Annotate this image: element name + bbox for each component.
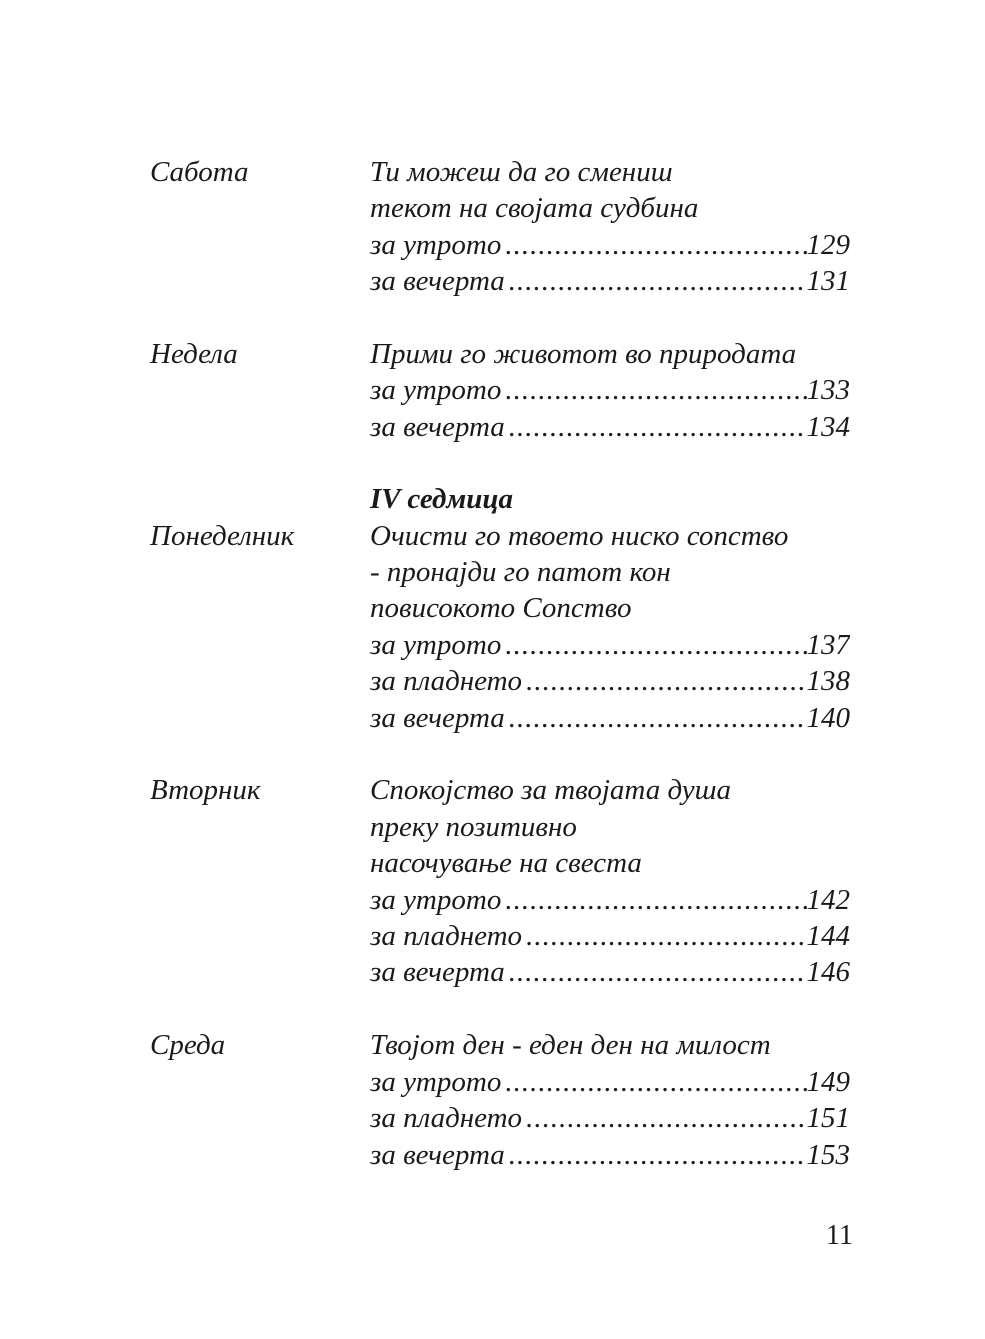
toc-entry[interactable] — [370, 1100, 850, 1136]
entry-label: за утрото — [370, 1066, 502, 1098]
dot-leader — [501, 882, 806, 918]
dot-leader — [501, 627, 806, 663]
page-number: 11 — [826, 1220, 853, 1251]
section-title-line: текот на својата судбина — [370, 192, 699, 224]
entry-label: за утрото — [370, 229, 502, 261]
toc-entry[interactable] — [370, 227, 850, 263]
week-heading: IV седмица — [370, 483, 514, 515]
page-ref: 151 — [806, 1102, 850, 1134]
dot-leader — [522, 918, 806, 954]
day-label: Сабота — [150, 156, 249, 188]
page-ref: 153 — [806, 1139, 850, 1171]
section-title-line: Прими го животот во природата — [370, 338, 797, 370]
dot-leader — [501, 227, 806, 263]
section-title-line: - пронајди го патот кон — [370, 556, 671, 588]
entry-label: за вечерта — [370, 411, 505, 443]
toc-entry[interactable] — [370, 663, 850, 699]
page-ref: 140 — [806, 702, 850, 734]
section-title-line: Очисти го твоето ниско сопство — [370, 520, 789, 552]
toc-entry[interactable] — [370, 954, 850, 990]
entry-label: за пладнето — [370, 920, 523, 952]
dot-leader — [501, 372, 806, 408]
entry-label: за вечерта — [370, 702, 505, 734]
page-ref: 137 — [806, 629, 850, 661]
toc-entry[interactable] — [370, 409, 850, 445]
section-title-line: Спокојство за твојата душа — [370, 774, 731, 806]
entry-label: за вечерта — [370, 956, 505, 988]
day-label: Среда — [150, 1029, 226, 1061]
section-title-line: преку позитивно — [370, 811, 577, 843]
day-label: Недела — [150, 338, 238, 370]
entry-label: за вечерта — [370, 265, 505, 297]
page-ref: 134 — [806, 411, 850, 443]
dot-leader — [505, 263, 807, 299]
entry-label: за утрото — [370, 374, 502, 406]
page-ref: 133 — [806, 374, 850, 406]
day-label: Вторник — [150, 774, 261, 806]
dot-leader — [522, 663, 806, 699]
section-title-line: повисокото Сопство — [370, 592, 632, 624]
page-ref: 144 — [806, 920, 850, 952]
entry-label: за пладнето — [370, 665, 523, 697]
entry-label: за вечерта — [370, 1139, 505, 1171]
toc-entry[interactable] — [370, 263, 850, 299]
toc-entry[interactable] — [370, 627, 850, 663]
section-title-line: Ти можеш да го смениш — [370, 156, 673, 188]
dot-leader — [505, 409, 807, 445]
page-ref: 142 — [806, 884, 850, 916]
toc-entry[interactable] — [370, 882, 850, 918]
dot-leader — [505, 1137, 807, 1173]
entry-label: за утрото — [370, 629, 502, 661]
dot-leader — [505, 700, 807, 736]
toc-entry[interactable] — [370, 918, 850, 954]
page-ref: 129 — [806, 229, 850, 261]
toc-entry[interactable] — [370, 372, 850, 408]
page-ref: 138 — [806, 665, 850, 697]
entry-label: за пладнето — [370, 1102, 523, 1134]
entry-label: за утрото — [370, 884, 502, 916]
dot-leader — [501, 1064, 806, 1100]
page-ref: 149 — [806, 1066, 850, 1098]
section-title-line: насочување на свеста — [370, 847, 642, 879]
toc-entry[interactable] — [370, 700, 850, 736]
toc-entry[interactable] — [370, 1064, 850, 1100]
page-ref: 131 — [806, 265, 850, 297]
page-ref: 146 — [806, 956, 850, 988]
day-label: Понеделник — [150, 520, 295, 552]
toc-entry[interactable] — [370, 1137, 850, 1173]
section-title-line: Твојот ден - еден ден на милост — [370, 1029, 771, 1061]
dot-leader — [522, 1100, 806, 1136]
dot-leader — [505, 954, 807, 990]
